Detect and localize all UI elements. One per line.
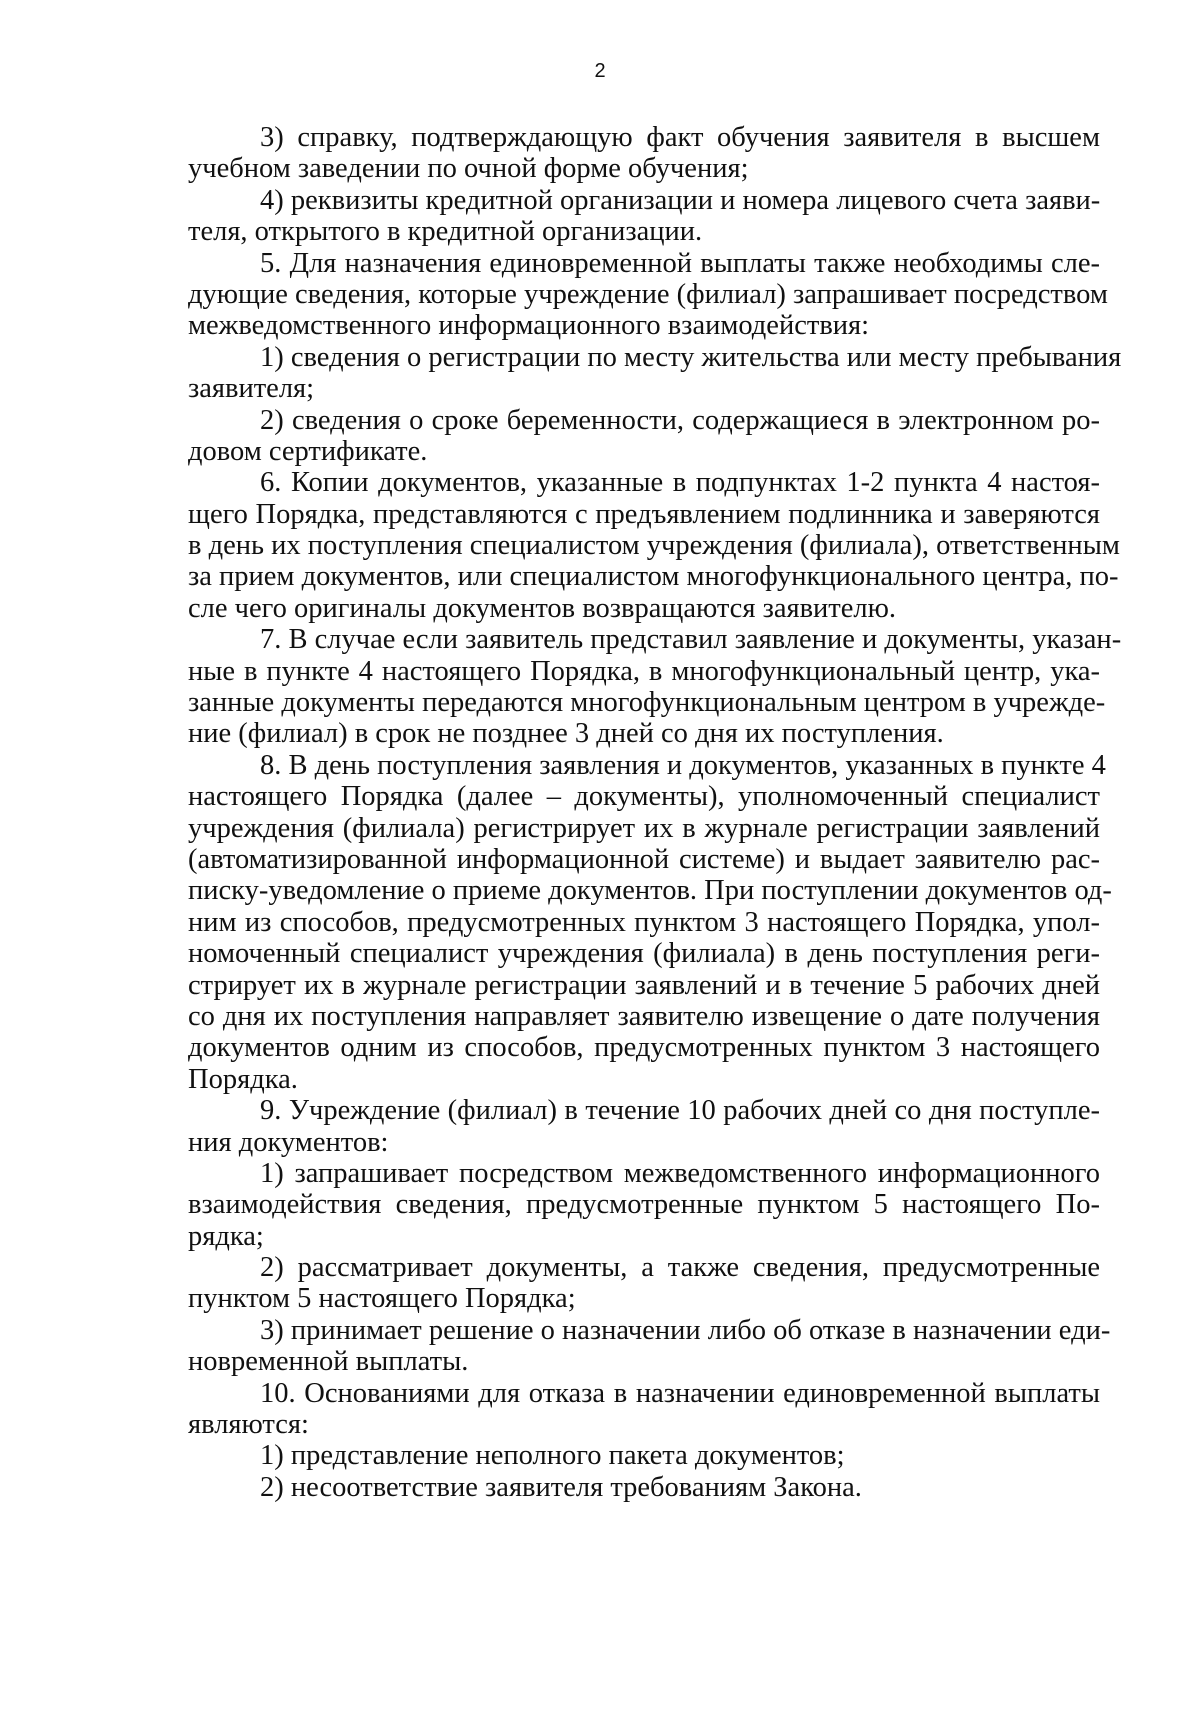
paragraph <box>188 749 1112 1095</box>
paragraph <box>188 1378 1100 1441</box>
text-line: документов одним из способов, предусмотренных пунктом 3 настоящего <box>188 1032 1100 1064</box>
text-line: ним из способов, предусмотренных пунктом 3 настоящего Порядка, упол- <box>188 906 1100 938</box>
text-line: пунктом 5 настоящего Порядка; <box>188 1283 576 1315</box>
paragraph <box>188 1472 1100 1503</box>
text-line: щего Порядка, представляются с предъявлением подлинника и заверяются <box>188 498 1100 530</box>
text-line: 8. В день поступления заявления и документов, указанных в пункте 4 <box>260 749 1106 781</box>
text-line: ния документов: <box>188 1126 389 1158</box>
text-line: стрирует их в журнале регистрации заявлений и в течение 5 рабочих дней <box>188 969 1100 1001</box>
text-line: ние (филиал) в срок не позднее 3 дней со дня их поступления. <box>188 718 944 750</box>
text-line: 4) реквизиты кредитной организации и номера лицевого счета заяви- <box>260 184 1101 216</box>
text-line: со дня их поступления направляет заявителю извещение о дате получения <box>188 1000 1100 1032</box>
text-line: учреждения (филиала) регистрирует их в журнале регистрации заявлений <box>188 812 1100 844</box>
text-line: 3) принимает решение о назначении либо об отказе в назначении еди- <box>260 1314 1111 1346</box>
text-line: межведомственного информационного взаимодействия: <box>188 310 870 342</box>
text-line: 1) представление неполного пакета документов; <box>260 1440 845 1472</box>
text-line: рядка; <box>188 1220 264 1252</box>
text-line: дующие сведения, которые учреждение (филиал) запрашивает посредством <box>188 278 1108 310</box>
paragraph <box>188 341 1122 405</box>
text-line: 2) рассматривает документы, а также сведения, предусмотренные <box>260 1252 1100 1284</box>
text-line: 7. В случае если заявитель представил заявление и документы, указан- <box>260 624 1122 656</box>
text-line: взаимодействия сведения, предусмотренные пунктом 5 настоящего По- <box>188 1189 1100 1221</box>
text-line: заявителя; <box>188 373 315 405</box>
text-line: ные в пункте 4 настоящего Порядка, в многофункциональный центр, ука- <box>188 655 1100 687</box>
text-line: (автоматизированной информационной системе) и выдает заявителю рас- <box>188 843 1100 875</box>
paragraph <box>188 1095 1100 1158</box>
text-line: Порядка. <box>188 1063 298 1095</box>
text-line: 1) запрашивает посредством межведомственного информационного <box>260 1157 1100 1189</box>
text-line: за прием документов, или специалистом многофункционального центра, по- <box>188 561 1119 593</box>
text-line: сле чего оригиналы документов возвращаются заявителю. <box>188 592 897 624</box>
text-line: теля, открытого в кредитной организации. <box>188 216 703 248</box>
text-line: 10. Основаниями для отказа в назначении единовременной выплаты <box>260 1377 1100 1409</box>
text-line: писку-уведомление о приеме документов. При поступлении документов од- <box>188 875 1112 907</box>
paragraph <box>188 1314 1111 1378</box>
text-line: настоящего Порядка (далее – документы), уполномоченный специалист <box>188 781 1100 813</box>
text-line: учебном заведении по очной форме обучения; <box>188 153 749 185</box>
paragraph <box>188 624 1122 750</box>
paragraph <box>188 185 1100 248</box>
text-line: новременной выплаты. <box>188 1346 469 1378</box>
text-line: номоченный специалист учреждения (филиала) в день поступления реги- <box>188 938 1100 970</box>
paragraph <box>188 1252 1100 1315</box>
text-line: занные документы передаются многофункциональным центром в учрежде- <box>188 687 1106 719</box>
text-line: 3) справку, подтверждающую факт обучения заявителя в высшем <box>260 122 1100 153</box>
text-line: являются: <box>188 1409 309 1441</box>
text-line: 9. Учреждение (филиал) в течение 10 рабочих дней со дня поступле- <box>260 1095 1100 1127</box>
paragraph <box>188 405 1100 468</box>
text-line: довом сертификате. <box>188 435 428 467</box>
paragraph <box>188 467 1120 624</box>
text-line: 5. Для назначения единовременной выплаты также необходимы сле- <box>260 247 1100 279</box>
text-line: 1) сведения о регистрации по месту жительства или месту пребывания <box>260 341 1122 373</box>
text-line: 6. Копии документов, указанные в подпунктах 1-2 пункта 4 настоя- <box>260 467 1100 499</box>
document-body <box>188 122 1122 1503</box>
paragraph <box>188 1158 1100 1252</box>
paragraph <box>188 1440 1100 1471</box>
page-number: 2 <box>594 60 606 82</box>
paragraph <box>188 247 1108 342</box>
text-line: в день их поступления специалистом учреждения (филиала), ответственным <box>188 530 1120 562</box>
text-line: 2) сведения о сроке беременности, содержащиеся в электронном ро- <box>260 404 1100 436</box>
text-line: 2) несоответствие заявителя требованиям Закона. <box>260 1471 862 1503</box>
paragraph <box>188 122 1100 185</box>
